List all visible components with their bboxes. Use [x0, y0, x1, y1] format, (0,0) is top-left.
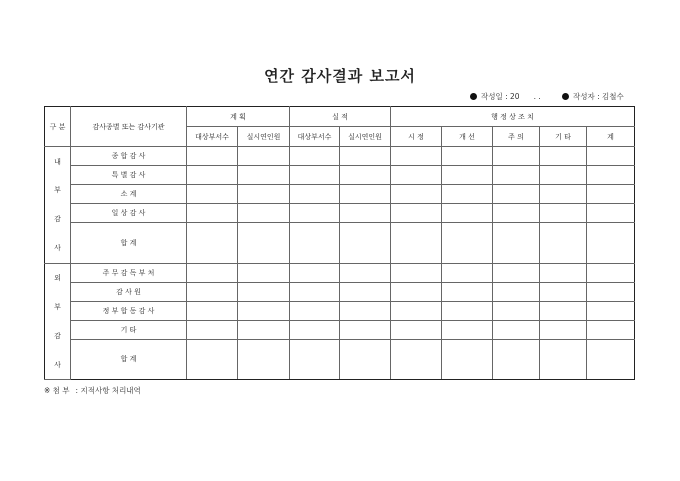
date-label: 작성일 : 20	[481, 92, 520, 101]
header-action-caution: 주 의	[493, 127, 540, 147]
header-result-persons: 실시연인원	[340, 127, 391, 147]
row-label: 종 합 감 사	[71, 147, 187, 166]
row-label: 소 계	[71, 185, 187, 204]
header-category: 구 분	[45, 107, 71, 147]
header-action-other: 기 타	[540, 127, 587, 147]
header-result: 실 적	[290, 107, 391, 127]
header-action-correction: 시 정	[391, 127, 442, 147]
internal-audit-label: 내 부 감 사	[45, 147, 71, 263]
header-plan: 계 획	[187, 107, 290, 127]
attachment-text: : 지적사항 처리내역	[75, 386, 141, 395]
row-label: 기 타	[71, 320, 187, 339]
audit-report-table	[44, 106, 635, 380]
row-label: 합 계	[71, 223, 187, 263]
author-label: 작성자 : 김철수	[573, 92, 624, 101]
header-action: 행 정 상 조 치	[391, 107, 635, 127]
row-label: 합 계	[71, 339, 187, 379]
date-suffix: . .	[533, 92, 541, 101]
header-action-total: 계	[587, 127, 635, 147]
row-label: 특 별 감 사	[71, 166, 187, 185]
attachment-note	[44, 385, 141, 396]
row-label: 정 부 합 동 감 사	[71, 301, 187, 320]
external-audit-label: 외 부 감 사	[45, 263, 71, 379]
attachment-mark: ※ 첨 부	[44, 386, 70, 395]
date-field	[470, 91, 541, 102]
row-label: 일 상 감 사	[71, 204, 187, 223]
header-action-improvement: 개 선	[442, 127, 493, 147]
header-plan-depts: 대상부서수	[187, 127, 238, 147]
row-label: 감 사 원	[71, 282, 187, 301]
header-result-depts: 대상부서수	[290, 127, 340, 147]
bullet-icon	[562, 93, 569, 100]
page-title: 연간 감사결과 보고서	[264, 67, 416, 85]
author-field	[562, 91, 624, 102]
header-audit-type: 감사종별 또는 감사기관	[71, 107, 187, 147]
bullet-icon	[470, 93, 477, 100]
row-label: 주 무 감 독 부 처	[71, 263, 187, 282]
header-plan-persons: 실시연인원	[238, 127, 290, 147]
